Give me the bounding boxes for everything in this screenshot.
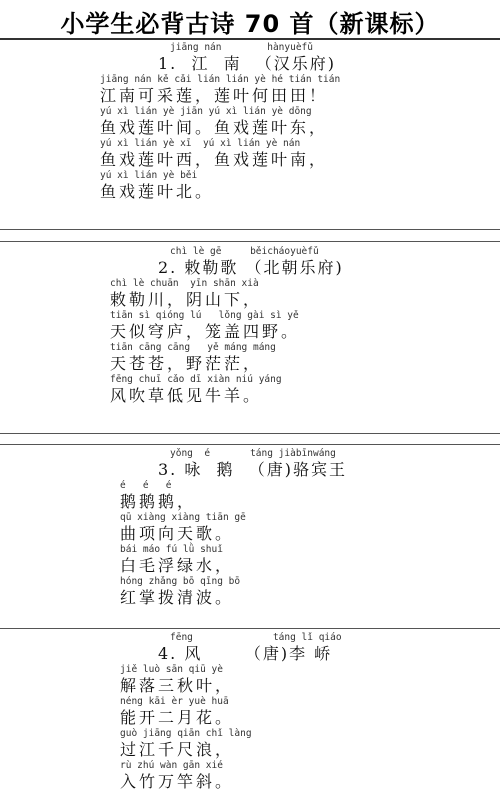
poem-line-pinyin: jiāng nán kě cǎi lián lián yè hé tián tián: [100, 74, 341, 85]
poem-line-pinyin: guò jiāng qiān chǐ làng: [120, 728, 252, 739]
poem-line-pinyin: tiān sì qióng lú lǒng gài sì yě: [110, 310, 299, 321]
poem-line: 天苍苍，野茫茫，: [110, 354, 263, 373]
poem-line-pinyin: yú xì lián yè jiān yú xì lián yè dōng: [100, 106, 312, 117]
poem-2: [0, 246, 500, 406]
poem-line-pinyin: qū xiàng xiàng tiān gē: [120, 512, 246, 523]
poem-line-pinyin: é é é: [120, 480, 172, 491]
poem-title-pinyin: yǒng é táng jiàbīnwáng: [170, 448, 336, 459]
document-title: 小学生必背古诗 70 首（新课标）: [60, 10, 440, 38]
poem-line-pinyin: rù zhú wàn gān xié: [120, 760, 223, 771]
poem-1: [0, 42, 500, 202]
divider: [0, 241, 500, 242]
poem-line: 江南可采莲，莲叶何田田！: [100, 86, 329, 105]
poem-line: 鱼戏莲叶北。: [100, 182, 215, 201]
poem-line-pinyin: bái máo fú lǜ shuǐ: [120, 544, 223, 555]
poem-line: 过江千尺浪，: [120, 740, 235, 759]
poem-line: 风吹草低见牛羊。: [110, 386, 263, 405]
poem-line: 天似穹庐，笼盖四野。: [110, 322, 301, 341]
divider: [0, 433, 500, 434]
poem-line: 入竹万竿斜。: [120, 772, 235, 791]
poem-line: 曲项向天歌。: [120, 524, 235, 543]
poem-line-pinyin: yú xì lián yè xī yú xì lián yè nán: [100, 138, 301, 149]
poem-line-pinyin: jiě luò sān qiū yè: [120, 664, 223, 675]
poem-line-pinyin: chì lè chuān yīn shān xià: [110, 278, 259, 289]
poem-line-pinyin: hóng zhǎng bō qīng bō: [120, 576, 241, 587]
poem-line: 鱼戏莲叶西，鱼戏莲叶南，: [100, 150, 329, 169]
poem-4: [0, 632, 500, 792]
divider: [0, 628, 500, 629]
poem-title: 1. 江 南 （汉乐府): [158, 54, 337, 73]
poem-3: [0, 448, 500, 608]
poem-line-pinyin: fēng chuī cǎo dī xiàn niú yáng: [110, 374, 282, 385]
poem-line: 解落三秋叶，: [120, 676, 235, 695]
poem-line: 白毛浮绿水，: [120, 556, 235, 575]
poem-line: 鹅鹅鹅，: [120, 492, 197, 511]
poem-line-pinyin: yú xì lián yè běi: [100, 170, 198, 181]
poem-title-pinyin: jiāng nán hànyuèfǔ: [170, 42, 313, 53]
poem-title: 4. 风 （唐)李 峤: [158, 644, 333, 663]
divider: [0, 229, 500, 230]
poem-line: 红掌拨清波。: [120, 588, 235, 607]
poem-title-pinyin: chì lè gē běicháoyuèfǔ: [170, 246, 319, 257]
poem-line: 鱼戏莲叶间。鱼戏莲叶东，: [100, 118, 329, 137]
divider: [0, 38, 500, 40]
poem-title: 3. 咏 鹅 （唐)骆宾王: [158, 460, 347, 479]
poem-line: 能开二月花。: [120, 708, 235, 727]
poem-line-pinyin: néng kāi èr yuè huā: [120, 696, 229, 707]
divider: [0, 444, 500, 445]
poem-title: 2. 敕勒歌 （北朝乐府): [158, 258, 344, 277]
poem-title-pinyin: fēng táng lǐ qiáo: [170, 632, 342, 643]
poem-line-pinyin: tiān cāng cāng yě máng máng: [110, 342, 276, 353]
poem-line: 敕勒川，阴山下，: [110, 290, 263, 309]
